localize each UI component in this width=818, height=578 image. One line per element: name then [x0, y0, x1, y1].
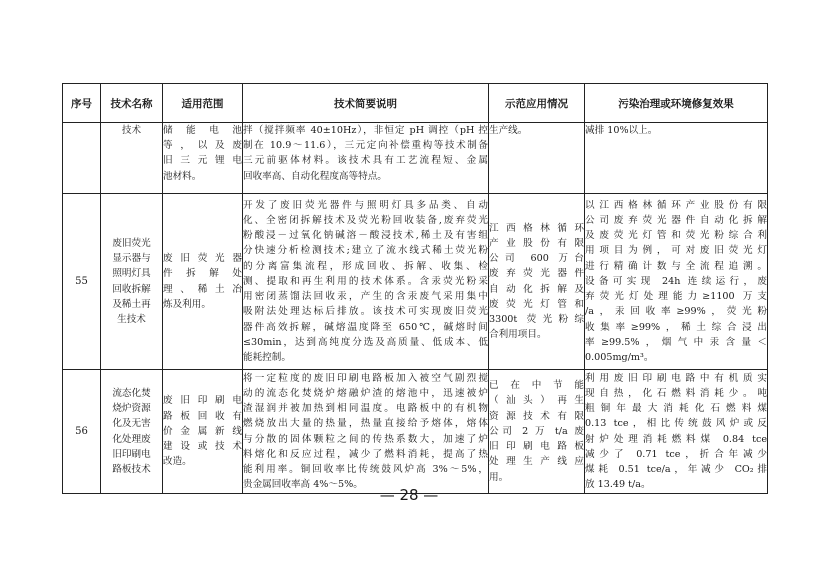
- cell-line: 炼及利用。: [163, 298, 211, 310]
- cell-line: 0.13 tce，相比传统鼓风炉或反: [585, 418, 767, 430]
- effect-cell: [585, 370, 768, 494]
- tech-name-cell: [101, 370, 163, 494]
- cell-line: 分快速分析检测技术;建立了流水线式稀土荧光粉: [243, 245, 488, 257]
- cell-line: 显示器与: [112, 253, 151, 265]
- row-number-cell: 55: [63, 194, 101, 370]
- cell-line: 粉酸浸－过氧化钠碱溶－酸浸技术,稀土及有害组: [243, 230, 488, 242]
- cell-line: 开发了废旧荧光器件与照明灯具多品类、自动: [243, 199, 488, 211]
- cell-line: 射炉处理消耗燃料煤 0.84 tce: [585, 433, 767, 445]
- demo-application-cell: [489, 370, 585, 494]
- cell-line: 设备可实现 24h 连续运行，废: [585, 275, 767, 287]
- row-number-cell: [63, 123, 101, 194]
- header-effect: 污染治理或环境修复效果: [585, 84, 768, 123]
- cell-line: 燃烧放出大量的热量，热量直接给予熔体，熔体: [243, 418, 488, 430]
- cell-line: 技术: [121, 125, 142, 136]
- cell-line: 收集率≥99%，稀土综合浸出: [585, 321, 767, 333]
- cell-line: 建设或技术: [163, 441, 242, 453]
- cell-line: 价金属新线: [163, 425, 242, 437]
- cell-line: 及废荧光灯管和荧光粉综合利: [585, 230, 767, 242]
- cell-line: 化处理废: [112, 433, 151, 445]
- tech-name-cell: [101, 123, 163, 194]
- cell-line: 废旧荧光器: [163, 253, 242, 265]
- cell-line: 的分离富集流程，形成回收、拆解、收集、检: [243, 260, 488, 272]
- cell-line: 自动化拆解及: [489, 283, 584, 295]
- cell-line: 利用废旧印刷电路中有机质实: [585, 372, 767, 384]
- cell-line: 件 拆 解 处: [163, 268, 242, 280]
- description-cell: [243, 194, 489, 370]
- effect-cell: [585, 194, 768, 370]
- cell-line: 将一定粒度的废旧印刷电路板加入被空气剧烈搅: [243, 372, 488, 384]
- cell-line: 煤耗 0.51 tce/a，年减少 CO₂排: [585, 463, 767, 475]
- cell-line: 池材料。: [163, 170, 202, 182]
- cell-line: 吸附法处理达标后排放。该技术可实现废旧荧光: [243, 306, 488, 318]
- table-row: [63, 194, 768, 370]
- header-demo-application: 示范应用情况: [489, 84, 585, 123]
- header-no: 序号: [63, 84, 101, 123]
- description-cell: [243, 123, 489, 194]
- cell-line: 三元前驱体材料。该技术具有工艺流程短、金属: [243, 155, 488, 167]
- cell-line: 储 能 电 池: [163, 125, 242, 136]
- header-tech-name: 技术名称: [101, 84, 163, 123]
- cell-line: 废旧印刷电: [163, 395, 242, 407]
- demo-application-cell: [489, 194, 585, 370]
- cell-line: 旧三元锂电: [163, 155, 242, 167]
- cell-line: （汕头）再生: [489, 395, 584, 407]
- page-number: — 28 —: [379, 486, 439, 504]
- cell-line: 公司 2 万 t/a 废: [489, 425, 584, 437]
- cell-line: 废旧荧光: [112, 237, 151, 249]
- cell-line: 3300t 荧光粉综: [489, 313, 584, 325]
- cell-line: 进行精确计数与全流程追溯。: [585, 260, 767, 272]
- scope-cell: [163, 123, 243, 194]
- cell-line: 器件高效拆解，碱熔温度降至 650℃，碱熔时间: [243, 321, 488, 333]
- cell-line: 照明灯具: [112, 268, 151, 280]
- table-row: [63, 370, 768, 494]
- cell-line: 减排 10%以上。: [585, 125, 658, 136]
- cell-line: 现自热，化石燃料消耗少。吨: [585, 387, 767, 399]
- scope-cell: [163, 194, 243, 370]
- cell-line: 减少了 0.71 tce，折合年减少: [585, 448, 767, 460]
- cell-line: 路板技术: [112, 463, 151, 475]
- table-header-row: [63, 84, 768, 123]
- cell-line: 渣湿润并被加热到相同温度。电路板中的有机物: [243, 403, 488, 415]
- cell-line: 已在中节能: [489, 380, 584, 392]
- cell-line: 以江西格林循环产业股份有限: [585, 199, 767, 211]
- cell-line: 处理生产线应: [489, 456, 584, 468]
- cell-line: ≤30min，达到高纯度分选及高质量、低成本、低: [243, 336, 488, 348]
- scope-cell: [163, 370, 243, 494]
- cell-line: 资源技术有限: [489, 410, 584, 422]
- cell-line: 及稀土再: [112, 298, 151, 310]
- cell-line: 化及无害: [112, 418, 151, 430]
- cell-line: 用。: [489, 471, 509, 483]
- cell-line: 生技术: [117, 313, 146, 325]
- cell-line: 等，以及废: [163, 140, 242, 152]
- cell-line: 用项目为例，可对废旧荧光灯: [585, 245, 767, 257]
- cell-line: 回收率高、自动化程度高等特点。: [243, 170, 387, 182]
- demo-application-cell: [489, 123, 585, 194]
- cell-line: 流态化焚: [112, 387, 151, 399]
- cell-line: 理、稀土冶: [163, 283, 242, 295]
- cell-line: 合利用项目。: [489, 329, 547, 341]
- cell-line: 公司废弃荧光器件自动化拆解: [585, 215, 767, 227]
- cell-line: 拌（搅拌频率 40±10Hz），非恒定 pH 调控（pH 控: [243, 125, 488, 136]
- cell-line: 江西格林循环: [489, 222, 584, 234]
- cell-line: 烧炉资源: [112, 403, 151, 415]
- cell-line: 生产线。: [489, 125, 528, 136]
- cell-line: 化、全密闭拆解技术及荧光粉回收装备,废弃荧光: [243, 215, 488, 227]
- row-number-cell: 56: [63, 370, 101, 494]
- cell-line: 回收拆解: [112, 283, 151, 295]
- cell-line: 能利用率。铜回收率比传统鼓风炉高 3%～5%，: [243, 463, 488, 475]
- description-cell: [243, 370, 489, 494]
- cell-line: 公司 600 万台: [489, 253, 584, 265]
- cell-line: 放 13.49 t/a。: [585, 479, 651, 491]
- cell-line: 路板回收有: [163, 410, 242, 422]
- cell-line: 用密闭蒸馏法回收汞，产生的含汞废气采用集中: [243, 291, 488, 303]
- cell-line: 废弃荧光器件: [489, 268, 584, 280]
- cell-line: 产业股份有限: [489, 237, 584, 249]
- cell-line: 制在 10.9～11.6），三元定向补偿重构等技术制备: [243, 140, 488, 152]
- cell-line: 废荧光灯管和: [489, 298, 584, 310]
- cell-line: 能耗控制。: [243, 351, 291, 363]
- header-description: 技术简要说明: [243, 84, 489, 123]
- cell-line: 旧印刷电路板: [489, 441, 584, 453]
- table-row: [63, 123, 768, 194]
- tech-name-cell: [101, 194, 163, 370]
- cell-line: 粗铜年最大消耗化石燃料煤: [585, 403, 767, 415]
- cell-line: 贵金属回收率高 4%～5%。: [243, 479, 363, 491]
- cell-line: 改造。: [163, 456, 192, 468]
- cell-line: 与分散的固体颗粒之间的传热系数大，加速了炉: [243, 433, 488, 445]
- header-scope: 适用范围: [163, 84, 243, 123]
- cell-line: 弃荧光灯处理能力≥1100 万支: [585, 291, 767, 303]
- cell-line: 率≥99.5%，烟气中汞含量＜: [585, 336, 767, 348]
- effect-cell: [585, 123, 768, 194]
- cell-line: 动的流态化焚烧炉熔融炉渣的熔池中，迅速被炉: [243, 387, 488, 399]
- cell-line: 测、提取和再生利用的技术体系。含汞荧光粉采: [243, 275, 488, 287]
- cell-line: 旧印刷电: [112, 448, 151, 460]
- technology-table: [62, 83, 768, 494]
- cell-line: 料熔化和反应过程，减少了燃料消耗，提高了热: [243, 448, 488, 460]
- cell-line: /a，汞回收率≥99%，荧光粉: [585, 306, 767, 318]
- cell-line: 0.005mg/m³。: [585, 351, 654, 363]
